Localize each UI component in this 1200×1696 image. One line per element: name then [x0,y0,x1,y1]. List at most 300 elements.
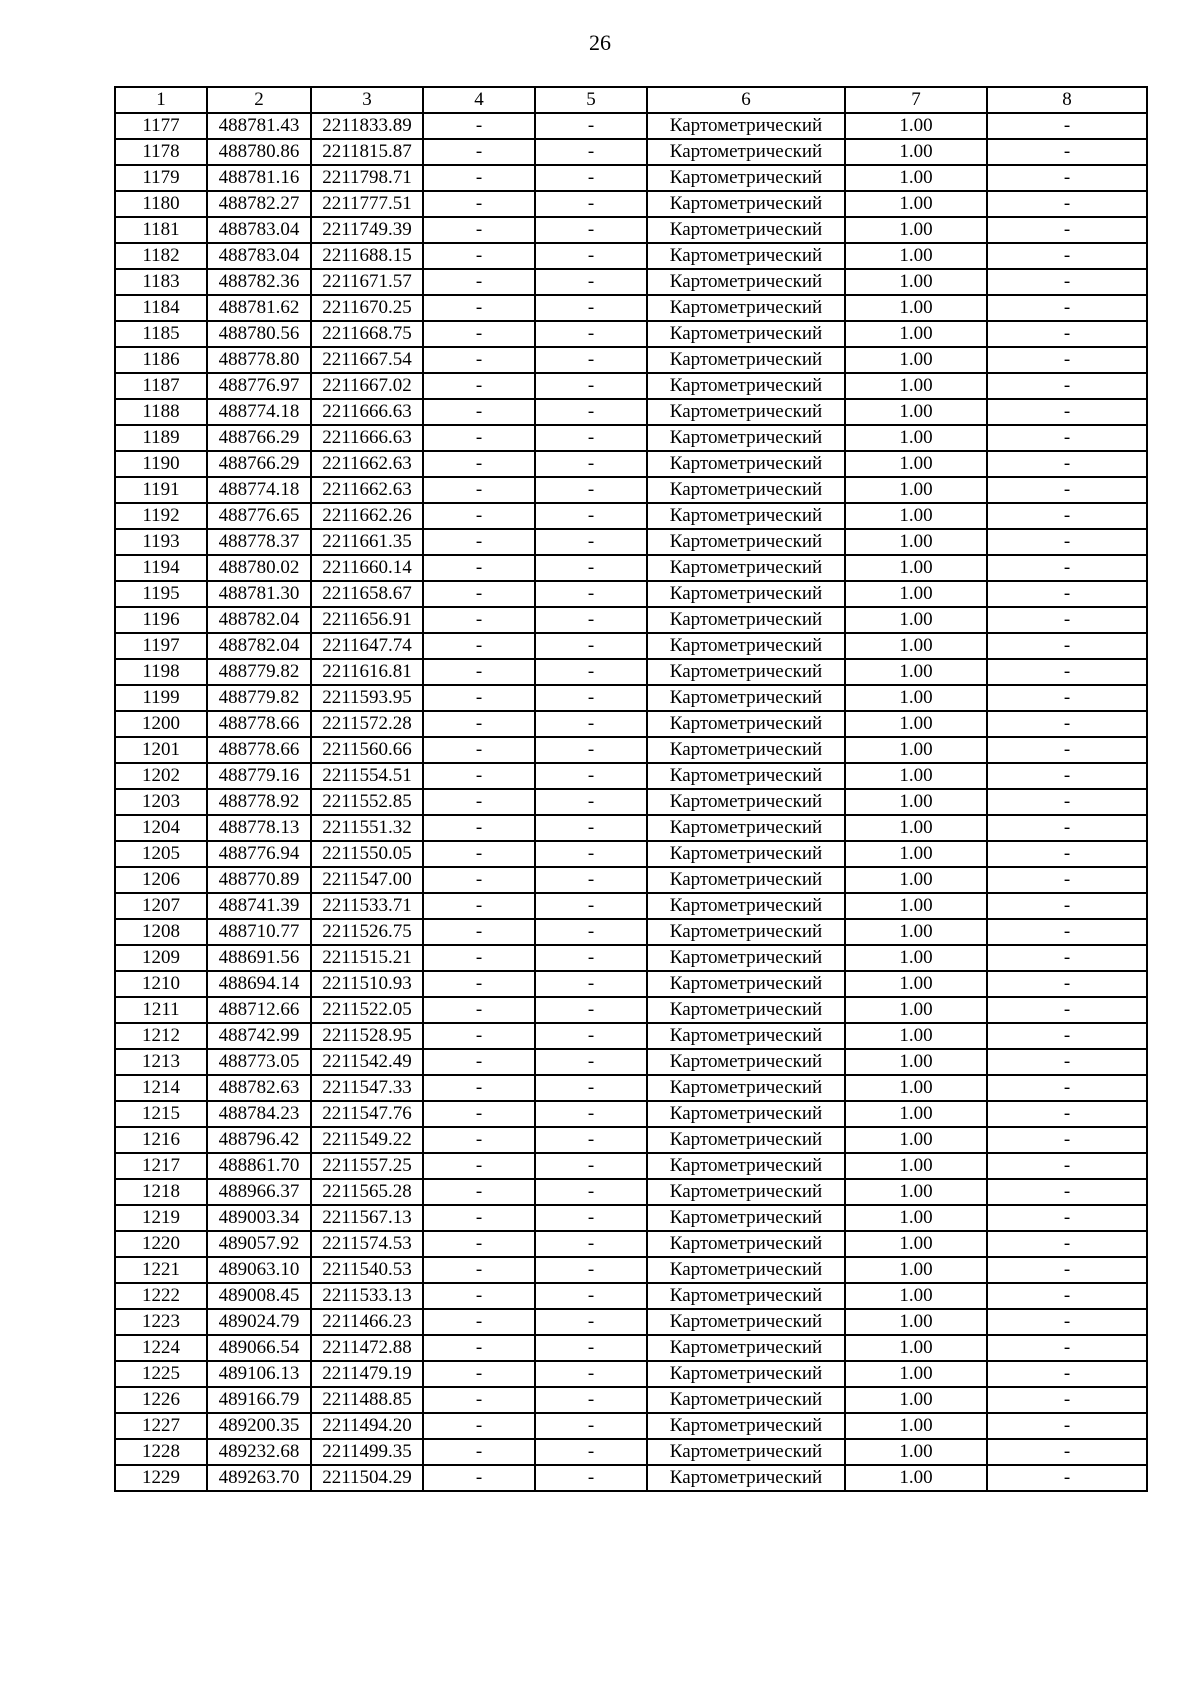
table-cell: - [987,1283,1147,1309]
table-cell: - [535,581,647,607]
table-cell: 1190 [115,451,207,477]
table-row [115,1153,1147,1179]
table-cell: 1180 [115,191,207,217]
table-cell: 1201 [115,737,207,763]
table-cell: - [987,711,1147,737]
table-cell: 1.00 [845,815,987,841]
table-cell: - [535,451,647,477]
table-cell: 488780.02 [207,555,311,581]
table-cell: Картометрический [647,659,845,685]
column-header: 4 [423,87,535,113]
table-cell: Картометрический [647,1413,845,1439]
table-cell: 1199 [115,685,207,711]
table-cell: - [423,1387,535,1413]
table-cell: Картометрический [647,1335,845,1361]
table-cell: 489066.54 [207,1335,311,1361]
table-cell: - [987,113,1147,139]
table-cell: Картометрический [647,607,845,633]
table-cell: - [423,295,535,321]
table-cell: 2211574.53 [311,1231,423,1257]
table-cell: - [423,477,535,503]
table-cell: - [423,997,535,1023]
column-header: 8 [987,87,1147,113]
table-cell: - [987,425,1147,451]
table-cell: - [423,1023,535,1049]
table-cell: 2211560.66 [311,737,423,763]
table-row [115,191,1147,217]
table-row [115,555,1147,581]
table-cell: 488861.70 [207,1153,311,1179]
table-row [115,295,1147,321]
table-cell: Картометрический [647,1387,845,1413]
table-cell: 488778.80 [207,347,311,373]
table-cell: 1.00 [845,607,987,633]
table-cell: 2211662.63 [311,477,423,503]
table-cell: - [423,893,535,919]
table-cell: - [535,867,647,893]
table-cell: 2211552.85 [311,789,423,815]
table-cell: - [535,971,647,997]
table-cell: - [423,1361,535,1387]
table-cell: - [987,1465,1147,1491]
table-cell: - [423,633,535,659]
table-cell: - [987,269,1147,295]
table-cell: 489024.79 [207,1309,311,1335]
table-cell: - [535,529,647,555]
table-cell: 488796.42 [207,1127,311,1153]
table-cell: 1206 [115,867,207,893]
table-cell: 1204 [115,815,207,841]
table-row [115,243,1147,269]
table-cell: 488782.63 [207,1075,311,1101]
table-cell: 488779.82 [207,685,311,711]
table-cell: - [987,789,1147,815]
table-cell: 488781.16 [207,165,311,191]
table-cell: Картометрический [647,919,845,945]
table-cell: 1.00 [845,1205,987,1231]
table-cell: - [535,659,647,685]
table-cell: 1229 [115,1465,207,1491]
column-header: 7 [845,87,987,113]
table-cell: - [423,789,535,815]
table-cell: 2211666.63 [311,425,423,451]
table-cell: 2211499.35 [311,1439,423,1465]
table-cell: - [423,711,535,737]
table-cell: 2211533.13 [311,1283,423,1309]
table-row [115,425,1147,451]
table-cell: 488966.37 [207,1179,311,1205]
table-cell: - [987,1127,1147,1153]
table-cell: 1228 [115,1439,207,1465]
table-cell: - [535,425,647,451]
table-cell: 488780.56 [207,321,311,347]
table-cell: Картометрический [647,945,845,971]
table-cell: - [535,1179,647,1205]
table-cell: 1183 [115,269,207,295]
table-cell: 488781.62 [207,295,311,321]
table-cell: - [535,1023,647,1049]
table-cell: - [535,321,647,347]
table-cell: - [423,347,535,373]
table-cell: - [987,451,1147,477]
table-row [115,451,1147,477]
table-cell: - [423,685,535,711]
table-row [115,1361,1147,1387]
table-cell: - [535,1413,647,1439]
table-cell: 489200.35 [207,1413,311,1439]
table-cell: 2211528.95 [311,1023,423,1049]
table-cell: - [535,1205,647,1231]
table-cell: 2211661.35 [311,529,423,555]
table-cell: 2211660.14 [311,555,423,581]
table-row [115,399,1147,425]
table-cell: 2211494.20 [311,1413,423,1439]
table-cell: 488691.56 [207,945,311,971]
table-cell: 488710.77 [207,919,311,945]
table-cell: 2211472.88 [311,1335,423,1361]
table-cell: 1.00 [845,1387,987,1413]
table-cell: 488780.86 [207,139,311,165]
table-cell: 1.00 [845,789,987,815]
table-row [115,347,1147,373]
table-cell: - [423,763,535,789]
table-cell: - [987,607,1147,633]
table-cell: 488781.43 [207,113,311,139]
table-cell: - [535,1153,647,1179]
table-cell: - [423,1101,535,1127]
table-cell: 1205 [115,841,207,867]
column-header: 1 [115,87,207,113]
column-header: 5 [535,87,647,113]
table-cell: 2211510.93 [311,971,423,997]
table-cell: - [423,581,535,607]
table-row [115,711,1147,737]
table-cell: - [535,477,647,503]
table-cell: Картометрический [647,997,845,1023]
table-cell: Картометрический [647,217,845,243]
table-cell: 2211616.81 [311,659,423,685]
table-row [115,321,1147,347]
table-cell: - [535,919,647,945]
table-row [115,763,1147,789]
table-cell: Картометрический [647,711,845,737]
table-header-row [115,87,1147,113]
table-cell: - [535,243,647,269]
table-cell: 488781.30 [207,581,311,607]
table-cell: 488774.18 [207,477,311,503]
table-cell: 1.00 [845,841,987,867]
table-cell: 1226 [115,1387,207,1413]
table-cell: 488783.04 [207,217,311,243]
table-cell: Картометрический [647,425,845,451]
table-cell: - [987,815,1147,841]
table-cell: 488694.14 [207,971,311,997]
table-cell: Картометрический [647,763,845,789]
table-cell: - [423,945,535,971]
table-cell: 1.00 [845,1231,987,1257]
table-cell: 2211557.25 [311,1153,423,1179]
table-cell: - [987,1153,1147,1179]
table-cell: 2211550.05 [311,841,423,867]
table-cell: - [987,1335,1147,1361]
table-cell: 1227 [115,1413,207,1439]
table-cell: - [535,685,647,711]
table-cell: - [423,659,535,685]
table-cell: 2211549.22 [311,1127,423,1153]
table-cell: - [423,399,535,425]
table-cell: Картометрический [647,1075,845,1101]
table-cell: 1.00 [845,347,987,373]
table-cell: 1.00 [845,1361,987,1387]
table-cell: 1.00 [845,919,987,945]
table-cell: 2211662.26 [311,503,423,529]
table-cell: 1.00 [845,867,987,893]
table-cell: Картометрический [647,1101,845,1127]
table-cell: 488776.97 [207,373,311,399]
table-row [115,139,1147,165]
table-cell: 2211540.53 [311,1257,423,1283]
table-row [115,1465,1147,1491]
table-cell: 2211593.95 [311,685,423,711]
table-cell: 1219 [115,1205,207,1231]
table-cell: - [423,1439,535,1465]
table-cell: 1188 [115,399,207,425]
table-cell: - [987,737,1147,763]
table-cell: - [423,321,535,347]
table-cell: - [987,945,1147,971]
table-cell: - [423,607,535,633]
table-cell: 488766.29 [207,451,311,477]
table-cell: Картометрический [647,503,845,529]
table-cell: 2211662.63 [311,451,423,477]
table-cell: 488782.27 [207,191,311,217]
table-cell: 1211 [115,997,207,1023]
table-cell: 488779.16 [207,763,311,789]
table-cell: 1.00 [845,191,987,217]
table-cell: - [987,1387,1147,1413]
table-cell: - [535,997,647,1023]
table-cell: 2211671.57 [311,269,423,295]
table-cell: - [423,1257,535,1283]
table-cell: 489008.45 [207,1283,311,1309]
table-cell: - [535,945,647,971]
table-cell: - [987,295,1147,321]
table-row [115,1023,1147,1049]
table-cell: 2211554.51 [311,763,423,789]
table-cell: - [423,971,535,997]
table-cell: - [423,269,535,295]
table-cell: - [987,373,1147,399]
table-cell: 1192 [115,503,207,529]
table-row [115,789,1147,815]
table-cell: - [423,217,535,243]
table-cell: - [535,1283,647,1309]
table-cell: - [423,1075,535,1101]
table-cell: 1209 [115,945,207,971]
table-cell: 1191 [115,477,207,503]
table-cell: 2211504.29 [311,1465,423,1491]
table-cell: Картометрический [647,1283,845,1309]
table-cell: - [535,1257,647,1283]
table-cell: - [423,113,535,139]
table-cell: Картометрический [647,1153,845,1179]
table-cell: Картометрический [647,685,845,711]
table-cell: 1194 [115,555,207,581]
table-row [115,1179,1147,1205]
table-cell: - [987,1179,1147,1205]
table-cell: 488766.29 [207,425,311,451]
table-cell: 1.00 [845,659,987,685]
table-cell: - [423,425,535,451]
table-cell: 1.00 [845,1179,987,1205]
table-row [115,373,1147,399]
table-cell: 488778.92 [207,789,311,815]
table-row [115,165,1147,191]
table-cell: Картометрический [647,451,845,477]
table-cell: - [535,1439,647,1465]
table-cell: Картометрический [647,243,845,269]
table-cell: 1200 [115,711,207,737]
table-cell: 489106.13 [207,1361,311,1387]
table-cell: - [535,1075,647,1101]
table-cell: 1218 [115,1179,207,1205]
column-header: 3 [311,87,423,113]
table-cell: Картометрический [647,321,845,347]
table-cell: - [987,581,1147,607]
table-cell: - [987,555,1147,581]
table-cell: 2211668.75 [311,321,423,347]
table-row [115,1101,1147,1127]
table-cell: 1217 [115,1153,207,1179]
table-cell: 1.00 [845,321,987,347]
table-cell: - [987,1205,1147,1231]
table-cell: - [987,763,1147,789]
table-cell: - [987,1257,1147,1283]
table-cell: 1186 [115,347,207,373]
table-cell: 1.00 [845,399,987,425]
table-cell: - [987,685,1147,711]
table-cell: 1.00 [845,997,987,1023]
table-cell: 1225 [115,1361,207,1387]
table-cell: 1193 [115,529,207,555]
table-cell: - [423,1231,535,1257]
table-cell: - [535,1335,647,1361]
table-cell: 1215 [115,1101,207,1127]
table-cell: - [423,1335,535,1361]
table-cell: 1207 [115,893,207,919]
table-cell: - [535,1361,647,1387]
table-cell: 2211547.33 [311,1075,423,1101]
table-cell: 1.00 [845,1153,987,1179]
table-cell: Картометрический [647,529,845,555]
table-cell: 489003.34 [207,1205,311,1231]
table-cell: - [535,1387,647,1413]
table-cell: 2211567.13 [311,1205,423,1231]
table-cell: Картометрический [647,1361,845,1387]
table-cell: 2211658.67 [311,581,423,607]
table-cell: 1.00 [845,1049,987,1075]
table-cell: 488778.37 [207,529,311,555]
table-cell: 1198 [115,659,207,685]
table-cell: 2211688.15 [311,243,423,269]
table-cell: 2211777.51 [311,191,423,217]
table-cell: Картометрический [647,1023,845,1049]
table-cell: 1214 [115,1075,207,1101]
table-cell: 2211488.85 [311,1387,423,1413]
table-cell: 489166.79 [207,1387,311,1413]
table-cell: 488782.04 [207,607,311,633]
table-cell: 488774.18 [207,399,311,425]
column-header: 6 [647,87,845,113]
table-row [115,1283,1147,1309]
table-row [115,1205,1147,1231]
table-cell: 2211547.76 [311,1101,423,1127]
table-cell: 1213 [115,1049,207,1075]
table-cell: - [423,503,535,529]
table-cell: 1.00 [845,1257,987,1283]
table-cell: Картометрический [647,737,845,763]
table-cell: - [987,243,1147,269]
table-cell: 488783.04 [207,243,311,269]
table-cell: 2211515.21 [311,945,423,971]
table-row [115,1127,1147,1153]
table-cell: 489057.92 [207,1231,311,1257]
table-cell: 488773.05 [207,1049,311,1075]
table-cell: 1189 [115,425,207,451]
table-cell: - [987,321,1147,347]
table-cell: - [535,1231,647,1257]
table-cell: Картометрический [647,633,845,659]
table-cell: 1.00 [845,1023,987,1049]
table-cell: - [423,815,535,841]
table-cell: 1.00 [845,1101,987,1127]
table-cell: 1203 [115,789,207,815]
table-cell: 1.00 [845,763,987,789]
table-cell: 488784.23 [207,1101,311,1127]
table-cell: Картометрический [647,1127,845,1153]
table-cell: - [423,451,535,477]
table-cell: 1.00 [845,113,987,139]
table-cell: 2211798.71 [311,165,423,191]
table-row [115,971,1147,997]
table-cell: - [987,1075,1147,1101]
table-cell: - [423,529,535,555]
table-cell: Картометрический [647,1309,845,1335]
table-cell: - [987,893,1147,919]
table-row [115,477,1147,503]
table-cell: - [987,503,1147,529]
table-cell: 488770.89 [207,867,311,893]
table-row [115,529,1147,555]
table-cell: 2211526.75 [311,919,423,945]
table-cell: - [423,737,535,763]
table-cell: Картометрический [647,269,845,295]
table-row [115,1231,1147,1257]
table-cell: - [423,373,535,399]
table-cell: - [535,191,647,217]
table-cell: 488779.82 [207,659,311,685]
table-cell: - [423,1179,535,1205]
table-cell: Картометрический [647,399,845,425]
coordinates-table [114,86,1148,1492]
table-cell: Картометрический [647,165,845,191]
table-row [115,607,1147,633]
table-row [115,815,1147,841]
table-cell: 2211551.32 [311,815,423,841]
table-cell: 488776.94 [207,841,311,867]
table-cell: 1179 [115,165,207,191]
table-cell: - [423,1309,535,1335]
